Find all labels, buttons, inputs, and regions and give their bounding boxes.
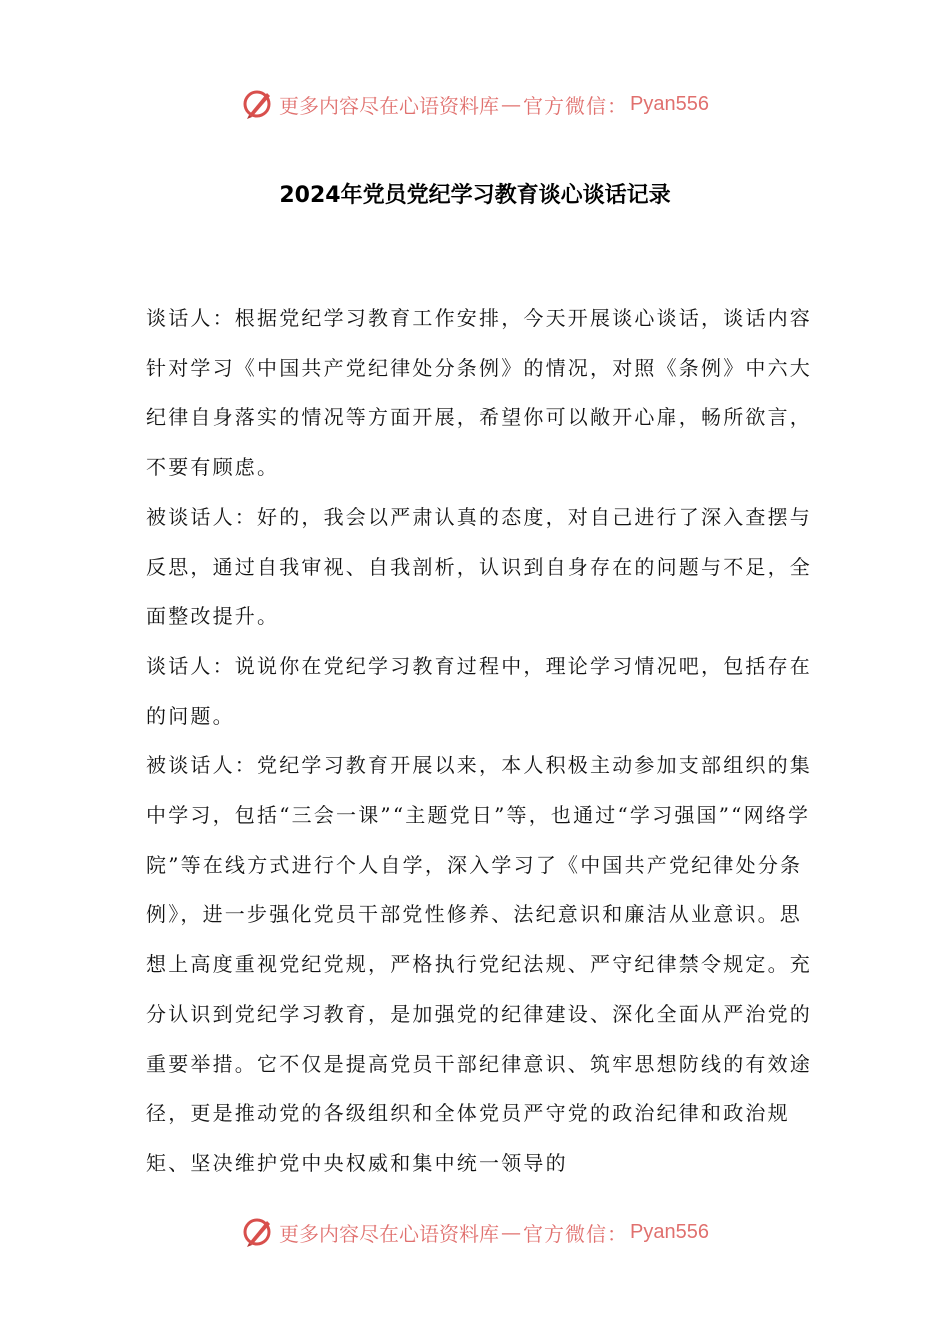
pen-logo-icon xyxy=(241,1215,275,1249)
watermark-title: 更多内容尽在心语资料库 xyxy=(279,1221,500,1246)
watermark-wechat-label: 官方微信： xyxy=(523,93,629,118)
watermark-title: 更多内容尽在心语资料库 xyxy=(279,93,500,118)
paragraph-1: 谈话人：根据党纪学习教育工作安排，今天开展谈心谈话，谈话内容针对学习《中国共产党纪律处分条例》的情况，对照《条例》中六大纪律自身落实的情况等方面开展，希望你可以敞开心扉，畅所欲言，不要有顾虑。 xyxy=(146,306,812,480)
watermark-dash: — xyxy=(501,1220,522,1244)
watermark-wechat-label: 官方微信： xyxy=(523,1221,629,1246)
watermark-dash: — xyxy=(501,92,522,116)
document-title: 2024年党员党纪学习教育谈心谈话记录 xyxy=(279,183,671,208)
paragraph-3: 谈话人：说说你在党纪学习教育过程中，理论学习情况吧，包括存在的问题。 xyxy=(146,653,812,728)
paragraph-4: 被谈话人：党纪学习教育开展以来，本人积极主动参加支部组织的集中学习，包括“三会一课”“主题党日”等，也通过“学习强国”“网络学院”等在线方式进行个人自学，深入学习了《中国共产党纪律处分条例》，进一步强化党员干部党性修养、法纪意识和廉洁从业意识。思想上高度重视党纪党规，严格执行党纪法规、严守纪律禁令规定。充分认识到党纪学习教育，是加强党的纪律建设、深化全面从严治党的重要举措。它不仅是提高党员干部纪律意识、筑牢思想防线的有效途径，更是推动党的各级组织和全体党员严守党的政治纪律和政治规矩、坚决维护党中央权威和集中统一领导的 xyxy=(146,753,812,1175)
document-body xyxy=(146,294,822,1189)
watermark-header xyxy=(0,84,950,124)
watermark-wechat-id: Pyan556 xyxy=(630,92,709,115)
watermark-footer xyxy=(0,1212,950,1252)
pen-logo-icon xyxy=(241,87,275,121)
watermark-wechat-id: Pyan556 xyxy=(630,1220,709,1243)
paragraph-2: 被谈话人：好的，我会以严肃认真的态度，对自己进行了深入查摆与反思，通过自我审视、自我剖析，认识到自身存在的问题与不足，全面整改提升。 xyxy=(146,504,812,629)
